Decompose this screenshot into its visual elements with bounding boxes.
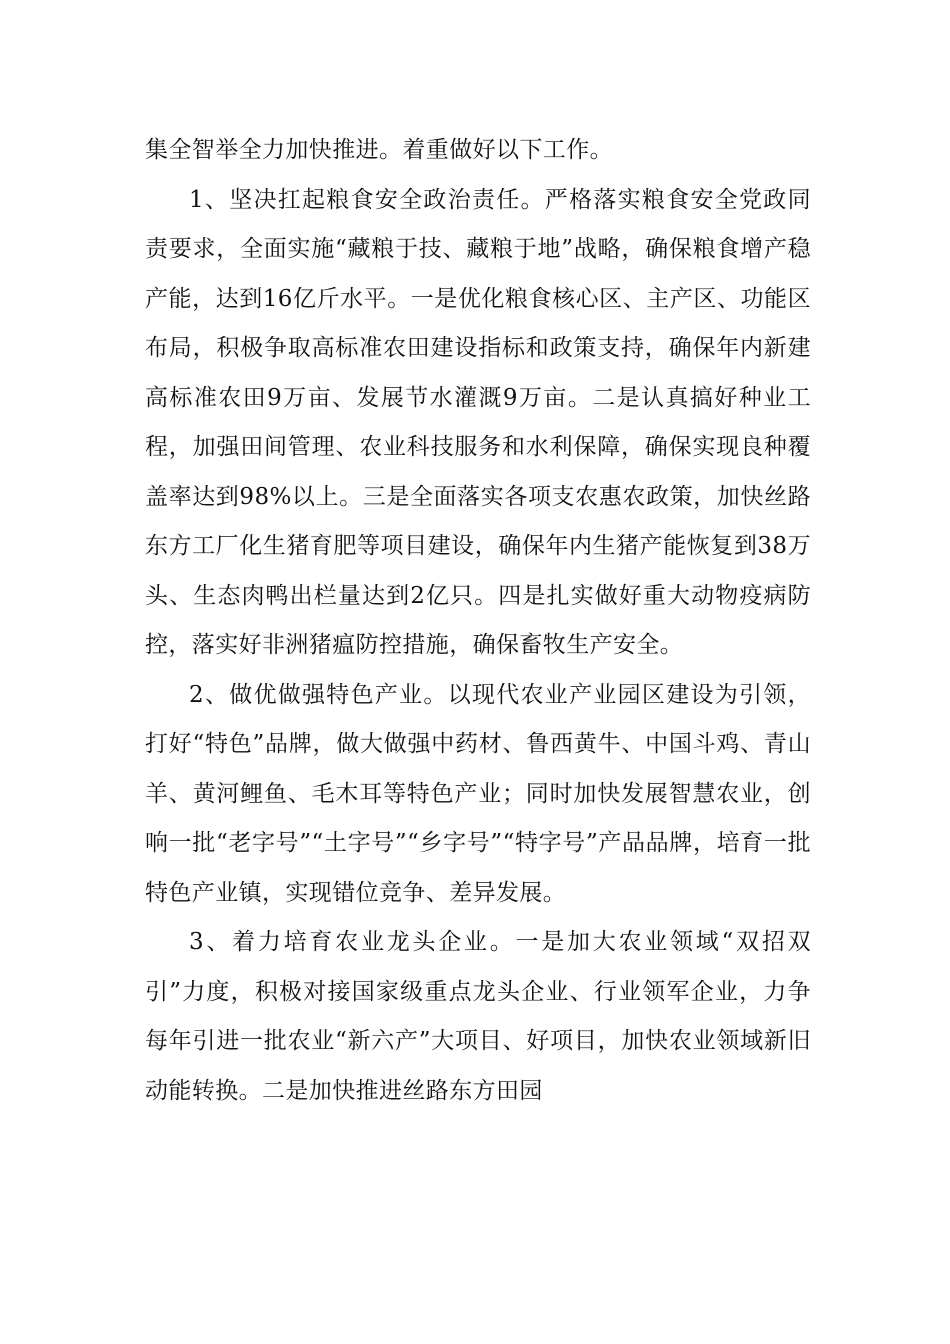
- paragraph-intro-continuation: 集全智举全力加快推进。着重做好以下工作。: [145, 137, 613, 163]
- paragraph-leading-enterprises: 3、着力培育农业龙头企业。一是加大农业领域“双招双引”力度，积极对接国家级重点龙头企业、行业领军企业，力争每年引进一批农业“新六产”大项目、好项目，加快农业领域新旧动能转换。二是加快推进丝路东方田园: [145, 929, 811, 1104]
- paragraph-food-security: 1、坚决扛起粮食安全政治责任。严格落实粮食安全党政同责要求，全面实施“藏粮于技、藏粮于地”战略，确保粮食增产稳产能，达到16亿斤水平。一是优化粮食核心区、主产区、功能区布局，积极争取高标准农田建设指标和政策支持，确保年内新建高标准农田9万亩、发展节水灌溉9万亩。二是认真搞好种业工程，加强田间管理、农业科技服务和水利保障，确保实现良种覆盖率达到98%以上。三是全面落实各项支农惠农政策，加快丝路东方工厂化生猪育肥等项目建设，确保年内生猪产能恢复到38万头、生态肉鸭出栏量达到2亿只。四是扎实做好重大动物疫病防控，落实好非洲猪瘟防控措施，确保畜牧生产安全。: [145, 186, 811, 658]
- document-page: [145, 126, 811, 1116]
- paragraph-featured-industries: 2、做优做强特色产业。以现代农业产业园区建设为引领，打好“特色”品牌，做大做强中药材、鲁西黄牛、中国斗鸡、青山羊、黄河鲤鱼、毛木耳等特色产业；同时加快发展智慧农业，创响一批“老字号”“土字号”“乡字号”“特字号”产品品牌，培育一批特色产业镇，实现错位竞争、差异发展。: [145, 681, 811, 906]
